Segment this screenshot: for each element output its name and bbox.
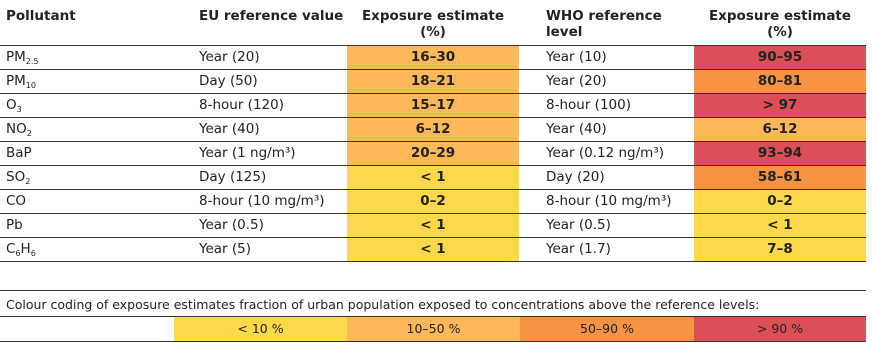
pollutant-symbol: PM <box>6 73 26 89</box>
pollutant-symbol: PM <box>6 49 26 65</box>
pollutant-symbol: H <box>20 241 31 257</box>
pollutant-subscript: 10 <box>25 81 36 90</box>
eu-reference-cell: 8-hour (10 mg/m³) <box>199 193 325 209</box>
legend-divider <box>0 290 866 291</box>
pollutant-cell <box>6 190 26 213</box>
who-reference-cell: Year (0.5) <box>546 217 611 233</box>
pollutant-subscript: 6 <box>30 249 36 258</box>
header-who-line1: WHO reference <box>546 8 662 24</box>
exposure-who-cell: > 97 <box>694 94 866 117</box>
header-exposure-who-line2: (%) <box>767 24 793 40</box>
header-who-line2: level <box>546 24 583 40</box>
pollutant-cell <box>6 94 22 117</box>
pollutant-cell <box>6 238 36 261</box>
pollutant-cell <box>6 166 30 189</box>
pollutant-subscript: 6 <box>15 249 21 258</box>
header-pollutant: Pollutant <box>6 8 76 24</box>
table-row <box>0 117 866 141</box>
legend-swatch: < 10 % <box>174 317 347 341</box>
header-eu-reference: EU reference value <box>199 8 344 24</box>
legend-swatch: > 90 % <box>694 317 866 341</box>
header-exposure-who <box>694 8 866 40</box>
table-row <box>0 165 866 189</box>
legend-swatch: 10–50 % <box>347 317 520 341</box>
exposure-eu-cell: < 1 <box>347 238 519 261</box>
pollutant-cell <box>6 70 36 93</box>
table-row <box>0 93 866 117</box>
pollutant-cell <box>6 142 32 165</box>
exposure-who-cell: < 1 <box>694 214 866 237</box>
eu-reference-cell: Year (1 ng/m³) <box>199 145 296 161</box>
header-exposure-eu-line2: (%) <box>420 24 446 40</box>
who-reference-cell: Year (40) <box>546 121 607 137</box>
who-reference-cell: Year (0.12 ng/m³) <box>546 145 664 161</box>
exposure-eu-cell: 16–30 <box>347 46 519 69</box>
pollutant-cell <box>6 118 32 141</box>
exposure-who-cell: 6–12 <box>694 118 866 141</box>
table-row <box>0 189 866 213</box>
colour-legend <box>0 290 866 341</box>
header-exposure-eu <box>347 8 519 40</box>
table-row <box>0 69 866 93</box>
eu-reference-cell: Day (125) <box>199 169 267 185</box>
who-reference-cell: 8-hour (10 mg/m³) <box>546 193 672 209</box>
exposure-who-cell: 7–8 <box>694 238 866 261</box>
who-reference-cell: Year (10) <box>546 49 607 65</box>
exposure-eu-cell: 20–29 <box>347 142 519 165</box>
who-reference-cell: Year (1.7) <box>546 241 611 257</box>
table-row <box>0 141 866 165</box>
pollutant-symbol: BaP <box>6 145 32 161</box>
pollutant-symbol: SO <box>6 169 26 185</box>
who-reference-cell: Day (20) <box>546 169 605 185</box>
pollutant-cell <box>6 46 39 69</box>
header-exposure-who-line1: Exposure estimate <box>708 8 852 24</box>
exposure-eu-cell: 15–17 <box>347 94 519 117</box>
eu-reference-cell: Year (5) <box>199 241 251 257</box>
pollutant-subscript: 2.5 <box>25 57 39 66</box>
exposure-who-cell: 58–61 <box>694 166 866 189</box>
header-who-reference <box>546 8 691 40</box>
exposure-eu-cell: < 1 <box>347 214 519 237</box>
pollutant-symbol: C <box>6 241 16 257</box>
pollutant-subscript: 2 <box>26 129 32 138</box>
exposure-who-cell: 93–94 <box>694 142 866 165</box>
exposure-eu-cell: 6–12 <box>347 118 519 141</box>
eu-reference-cell: Day (50) <box>199 73 258 89</box>
eu-reference-cell: 8-hour (120) <box>199 97 284 113</box>
exposure-who-cell: 0–2 <box>694 190 866 213</box>
legend-swatch: 50–90 % <box>520 317 694 341</box>
pollutant-symbol: Pb <box>6 217 23 233</box>
exposure-eu-cell: 0–2 <box>347 190 519 213</box>
pollutant-symbol: O <box>6 97 17 113</box>
pollutant-symbol: CO <box>6 193 27 209</box>
who-reference-cell: Year (20) <box>546 73 607 89</box>
pollutant-cell <box>6 214 23 237</box>
header-exposure-eu-line1: Exposure estimate <box>361 8 505 24</box>
exposure-eu-cell: < 1 <box>347 166 519 189</box>
table-row <box>0 213 866 237</box>
exposure-eu-cell: 18–21 <box>347 70 519 93</box>
table-header <box>0 0 866 45</box>
pollutant-subscript: 2 <box>25 177 31 186</box>
pollutant-symbol: NO <box>6 121 27 137</box>
who-reference-cell: 8-hour (100) <box>546 97 631 113</box>
legend-title: Colour coding of exposure estimates fraction of urban population exposed to concentrations above the reference levels: <box>6 297 760 312</box>
eu-reference-cell: Year (0.5) <box>199 217 264 233</box>
eu-reference-cell: Year (20) <box>199 49 260 65</box>
exposure-who-cell: 90–95 <box>694 46 866 69</box>
pollutant-subscript: 3 <box>16 105 22 114</box>
legend-bar <box>0 316 866 342</box>
eu-reference-cell: Year (40) <box>199 121 260 137</box>
table-row <box>0 237 866 262</box>
exposure-who-cell: 80–81 <box>694 70 866 93</box>
table-row <box>0 45 866 69</box>
